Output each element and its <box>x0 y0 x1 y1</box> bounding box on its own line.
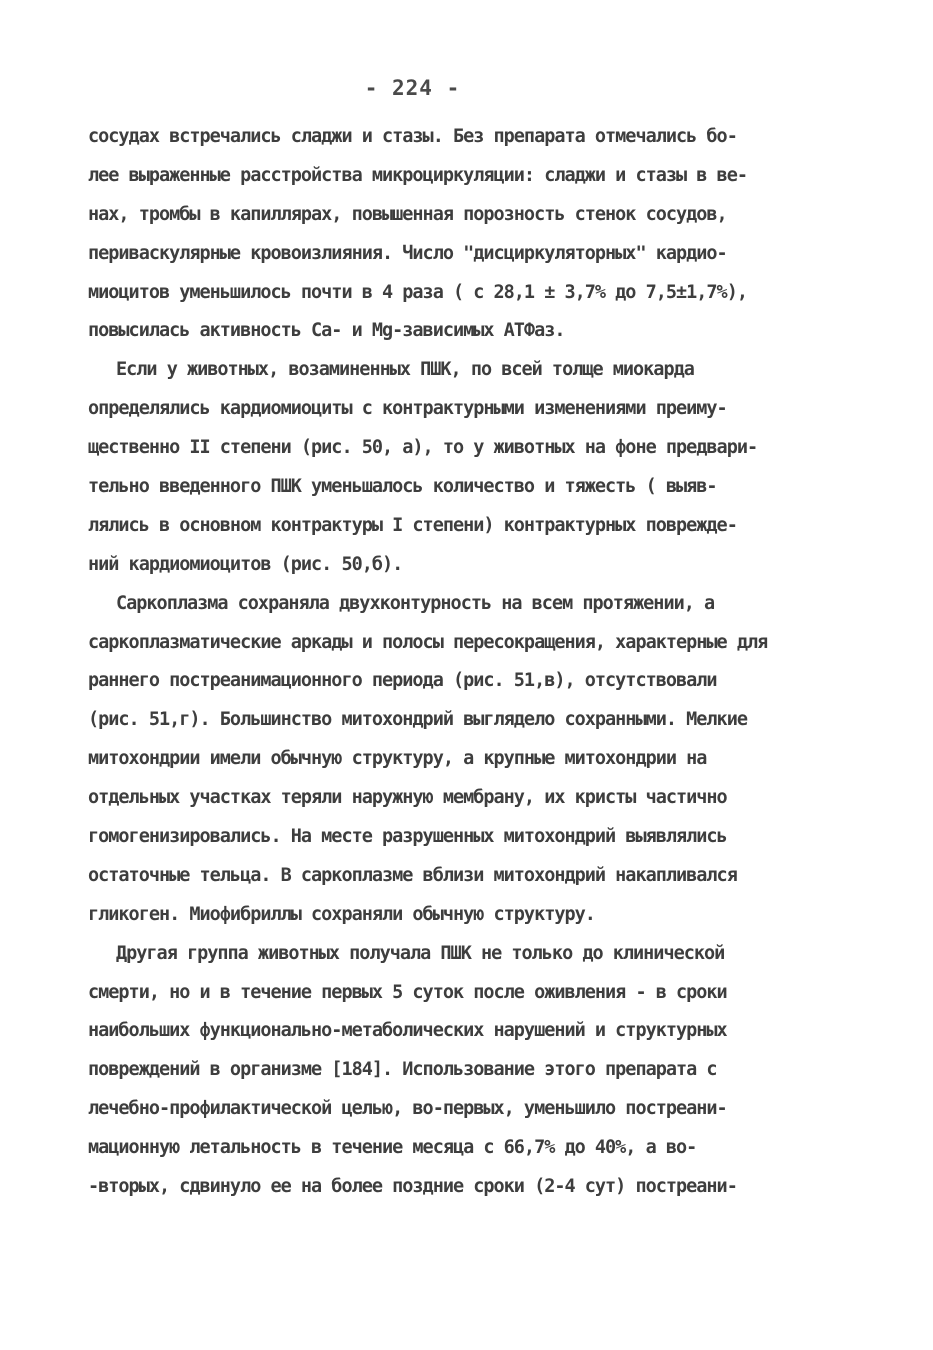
text-line: гомогенизировались. На месте разрушенных митохондрий выявлялись <box>88 826 727 848</box>
text-line: (рис. 51,г). Большинство митохондрий выглядело сохранными. Мелкие <box>88 709 747 731</box>
text-line: остаточные тельца. В саркоплазме вблизи митохондрий накапливался <box>88 864 737 886</box>
text-line: повысилась активность Ca- и Mg-зависимых АТФаз. <box>88 320 565 342</box>
text-line: лечебно-профилактической целью, во-первых, уменьшило постреани- <box>88 1098 727 1120</box>
text-line: митохондрии имели обычную структуру, а крупные митохондрии на <box>88 748 707 770</box>
text-line: саркоплазматические аркады и полосы пересокращения, характерные для <box>88 631 768 653</box>
text-line: Саркоплазма сохраняла двухконтурность на всем протяжении, а <box>116 592 715 614</box>
text-line: сосудах встречались сладжи и стазы. Без препарата отмечались бо- <box>88 126 737 147</box>
text-line: раннего постреанимационного периода (рис. 51,в), отсутствовали <box>88 670 717 692</box>
text-line: периваскулярные кровоизлияния. Число "дисциркуляторных" кардио- <box>88 242 727 264</box>
body-text <box>88 118 846 1207</box>
text-line: Другая группа животных получала ПШК не только до клинической <box>116 942 725 964</box>
paragraph-3 <box>88 585 846 935</box>
paragraph-1 <box>88 118 846 351</box>
text-line: нах, тромбы в капиллярах, повышенная порозность стенок сосудов, <box>88 203 727 225</box>
text-line: щественно II степени (рис. 50, а), то у животных на фоне предвари- <box>88 437 758 459</box>
text-line: наибольших функционально-метаболических нарушений и структурных <box>88 1020 727 1042</box>
paragraph-2 <box>88 351 846 584</box>
text-line: определялись кардиомиоциты с контрактурными изменениями преиму- <box>88 398 727 420</box>
text-line: лее выраженные расстройства микроциркуляции: сладжи и стазы в ве- <box>88 164 747 186</box>
text-line: Если у животных, возаминенных ПШК, по всей толще миокарда <box>116 359 694 381</box>
text-line: ний кардиомиоцитов (рис. 50,б). <box>88 553 403 575</box>
text-line: лялись в основном контрактуры I степени) контрактурных поврежде- <box>88 514 737 536</box>
text-line: мационную летальность в течение месяца с 66,7% до 40%, а во- <box>88 1137 697 1159</box>
text-line: тельно введенного ПШК уменьшалось количество и тяжесть ( выяв- <box>88 476 717 498</box>
text-line: гликоген. Миофибриллы сохраняли обычную структуру. <box>88 903 595 925</box>
text-line: отдельных участках теряли наружную мембрану, их кристы частично <box>88 787 727 809</box>
text-line: повреждений в организме [184]. Использование этого препарата с <box>88 1059 717 1081</box>
text-line: -вторых, сдвинуло ее на более поздние сроки (2-4 сут) постреани- <box>88 1176 737 1198</box>
text-line: смерти, но и в течение первых 5 суток после оживления - в сроки <box>88 981 727 1003</box>
paragraph-4 <box>88 935 846 1207</box>
page-number: - 224 - <box>364 76 461 100</box>
text-line: миоцитов уменьшилось почти в 4 раза ( с 28,1 ± 3,7% до 7,5±1,7%), <box>88 281 747 303</box>
